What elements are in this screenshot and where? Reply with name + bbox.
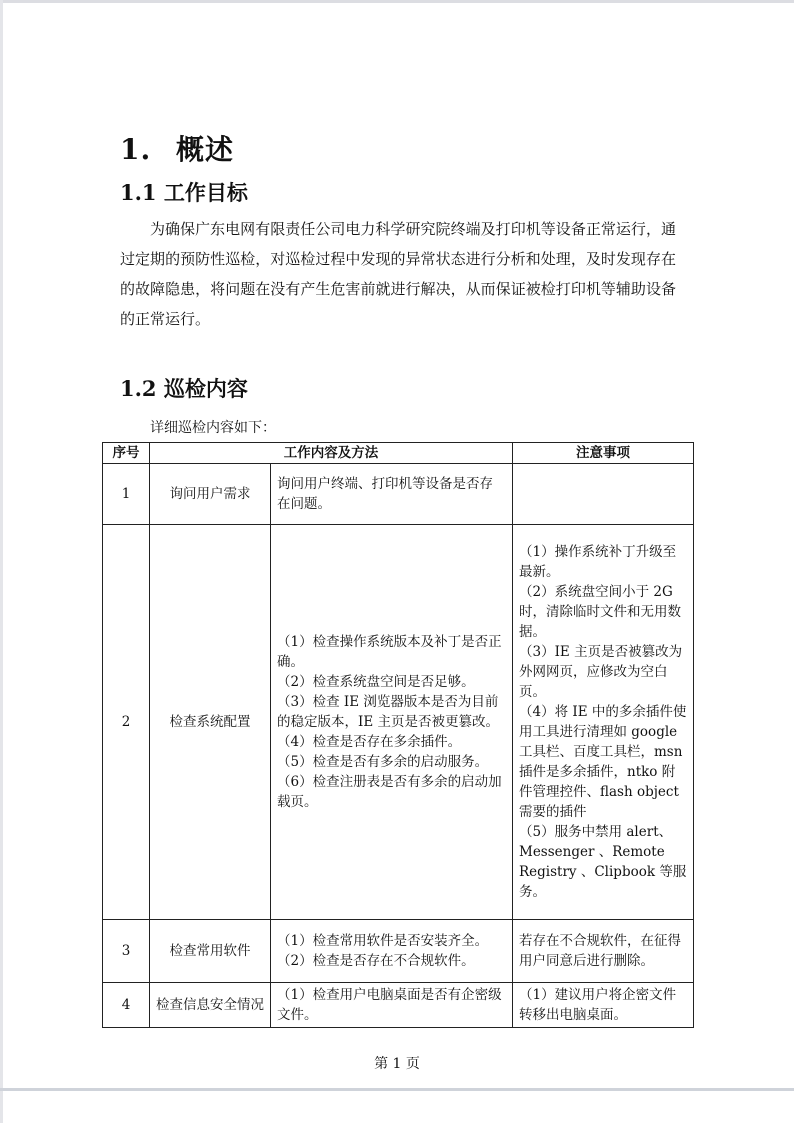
row-item: 检查系统配置 (150, 525, 271, 920)
chapter-number: 1. (120, 133, 152, 166)
chapter-heading (120, 128, 234, 168)
row-work (271, 920, 513, 983)
row-number: 3 (103, 920, 150, 983)
chapter-title: 概述 (176, 133, 235, 166)
row-work (271, 983, 513, 1028)
work-line: 询问用户终端、打印机等设备是否存在问题。 (277, 476, 493, 512)
note-line: （5）服务中禁用 alert、Messenger 、Remote Registry 、Clipbook 等服务。 (519, 824, 687, 900)
work-line: （4）检查是否存在多余插件。 (277, 734, 462, 750)
table-row (103, 983, 694, 1028)
row-number: 4 (103, 983, 150, 1028)
header-work: 工作内容及方法 (150, 443, 513, 464)
table-row (103, 464, 694, 525)
work-line: （1）检查常用软件是否安装齐全。 (277, 933, 489, 949)
table-row (103, 920, 694, 983)
note-line: （1）操作系统补丁升级至最新。 (519, 544, 677, 580)
row-note (513, 983, 694, 1028)
row-work (271, 464, 513, 525)
section-heading-content: 1.2 巡检内容 (120, 376, 248, 401)
work-line: （6）检查注册表是否有多余的启动加载页。 (277, 774, 502, 810)
goal-paragraph (120, 214, 676, 334)
work-line: （2）检查系统盘空间是否足够。 (277, 674, 475, 690)
row-item: 检查常用软件 (150, 920, 271, 983)
row-number: 2 (103, 525, 150, 920)
row-number: 1 (103, 464, 150, 525)
scan-edge-bottom (0, 1088, 794, 1091)
note-line: （1）建议用户将企密文件转移出电脑桌面。 (519, 987, 677, 1023)
row-note (513, 525, 694, 920)
work-line: （3）检查 IE 浏览器版本是否为目前的稳定版本，IE 主页是否被更篡改。 (277, 694, 499, 730)
work-line: （1）检查操作系统版本及补丁是否正确。 (277, 634, 502, 670)
scan-edge-left (0, 0, 3, 1123)
note-line: （4）将 IE 中的多余插件使用工具进行清理如 google 工具栏、百度工具栏，msn 插件是多余插件，ntko 附件管理控件、flash object 需要的插件 (519, 704, 687, 820)
work-line: （2）检查是否存在不合规软件。 (277, 953, 475, 969)
table-header-row (103, 443, 694, 464)
row-note (513, 920, 694, 983)
goal-paragraph-text: 为确保广东电网有限责任公司电力科学研究院终端及打印机等设备正常运行，通过定期的预防性巡检，对巡检过程中发现的异常状态进行分析和处理，及时发现存在的故障隐患，将问题在没有产生危害前就进行解决，从而保证被检打印机等辅助设备的正常运行。 (120, 220, 676, 328)
row-work (271, 525, 513, 920)
row-item: 检查信息安全情况 (150, 983, 271, 1028)
table-intro: 详细巡检内容如下： (150, 420, 276, 436)
table-row (103, 525, 694, 920)
inspection-table (102, 442, 694, 1028)
note-line: （3）IE 主页是否被篡改为外网网页，应修改为空白页。 (519, 644, 683, 700)
header-note: 注意事项 (513, 443, 694, 464)
section-heading-goal: 1.1 工作目标 (120, 180, 248, 205)
page-number: 第 1 页 (374, 1056, 420, 1072)
row-item: 询问用户需求 (150, 464, 271, 525)
note-line: （2）系统盘空间小于 2G 时，清除临时文件和无用数据。 (519, 584, 681, 640)
header-no: 序号 (103, 443, 150, 464)
note-line: 若存在不合规软件，在征得用户同意后进行删除。 (519, 933, 681, 969)
work-line: （1）检查用户电脑桌面是否有企密级文件。 (277, 987, 502, 1023)
scan-edge-top (0, 0, 794, 3)
work-line: （5）检查是否有多余的启动服务。 (277, 754, 489, 770)
row-note (513, 464, 694, 525)
